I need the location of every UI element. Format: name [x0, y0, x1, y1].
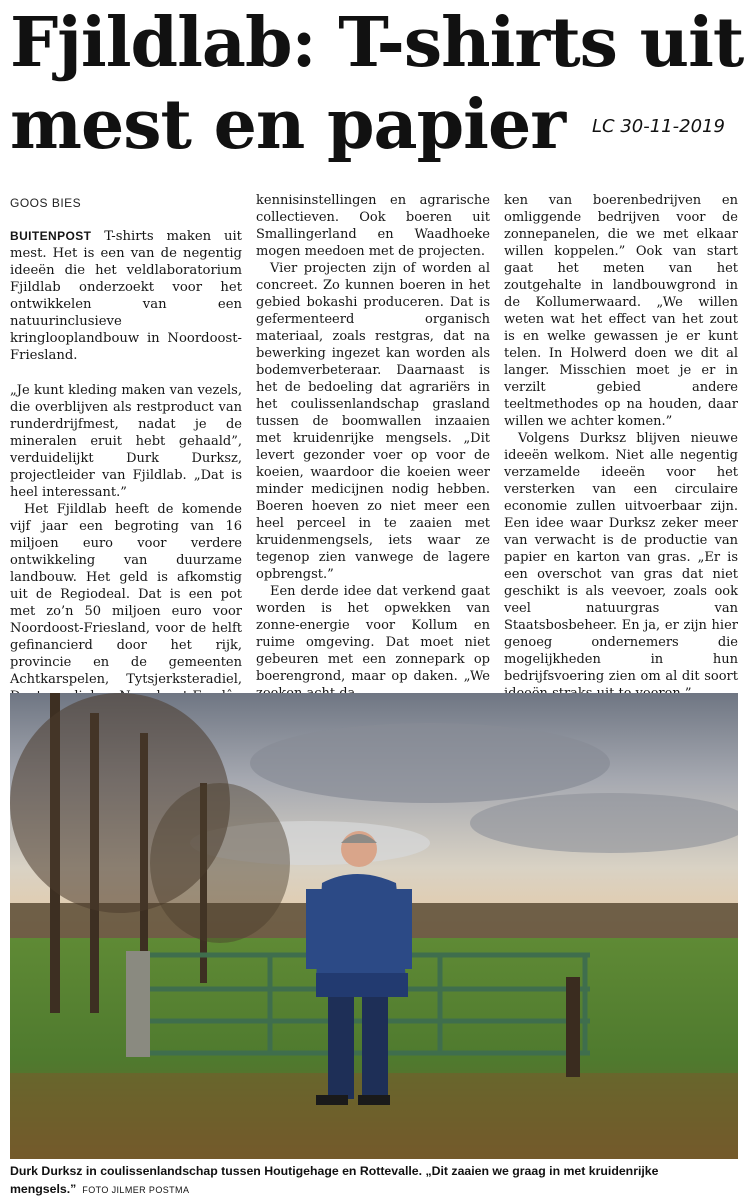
photo-credit: FOTO JILMER POSTMA: [82, 1185, 190, 1195]
column-1: [10, 228, 242, 739]
paragraph: „Je kunt kleding maken van vezels, die overblijven als restproduct van runderdrijfmest, nadat je de mineralen eruit hebt gehaald”, verduidelijkt Durk Durksz, projectleider van Fjildlab. „Dat is heel interessant.”: [10, 383, 242, 500]
headline-line-1: Fjildlab: T-shirts uit: [10, 3, 744, 83]
headline-line-2: mest en papier: [10, 85, 566, 165]
paragraph: Volgens Durksz blijven nieuwe ideeën welkom. Niet alle negentig verzamelde ideeën voor het versterken van een circulaire economie zullen uitvoerbaar zijn. Een idee waar Durksz zeker meer van verwacht is de productie van papier en karton van gras. „Er is een overschot van gras dat niet geschikt is als veevoer, zoals ook veel natuurgras van Staatsbosbeheer. En ja, er zijn hier genoeg ondernemers die mogelijkheden in hun bedrijfsvoering zien om al dit soort: [504, 431, 738, 684]
lead-paragraph: [10, 228, 242, 364]
paragraph: kennisinstellingen en agrarische collectieven. Ook boeren uit Smallingerland en Waadhoeke mogen meedoen met de projecten.: [256, 193, 490, 259]
paragraph: Een derde idee dat verkend gaat worden is het opwekken van zonne-energie voor Kollum en ruime omgeving. Dat moet niet gebeuren met een zonnepark op boerengrond, maar op daken. „We: [256, 584, 490, 684]
cloud: [470, 793, 738, 853]
caption-text: Durk Durksz in coulissenlandschap tussen Houtigehage en Rottevalle. „Dit zaaien we graag in met kruidenrijke mengsels.”: [10, 1164, 659, 1196]
cloud: [250, 723, 610, 803]
column-3: [504, 192, 738, 702]
byline: GOOS BIES: [10, 196, 82, 210]
headline: [10, 2, 745, 166]
column-2: [256, 192, 490, 702]
photo-caption: [10, 1162, 745, 1199]
handwritten-date: LC 30-11-2019: [592, 116, 725, 137]
news-photo: [10, 693, 738, 1159]
paragraph: Vier projecten zijn of worden al concreet. Zo kunnen boeren in het gebied bokashi produceren. Dat is gefermenteerd organisch materiaal, zoals restgras, dat na bewerking ingezet kan worden als bodemverbeteraar. Daarnaast is het de bedoeling dat agrariërs in het coulissenlandschap grasland tussen de boomwallen inzaaien met kruidenrijke mengsels. „Dit levert gezonder voer op voor de koeien, waardoor die koeien weer minder medicijnen nodig hebben. Boeren hoeven zo niet meer een heel perceel in te zaaien met kruidenmengsels, iets waar ze tegenop zien vanwege de lagere opbrengst.”: [256, 261, 490, 582]
paragraph: ken van boerenbedrijven en omliggende bedrijven voor de zonnepanelen, die we met elkaar willen koppelen.” Ook van start gaat het meten van het zoutgehalte in landbouwgrond in de Kollumerwaard. „We willen weten wat het effect van het zout is en welke gewassen je er kunt telen. In Holwerd doen we dit al langer. Misschien moet je er in verzilt gebied andere teeltmethodes op na houden, daar willen we achter komen.”: [504, 193, 738, 429]
dateline: BUITENPOST: [10, 229, 92, 243]
photo-illustration: [10, 693, 738, 1159]
lead-text: T-shirts maken uit mest. Het is een van de negentig ideeën die het veldlaboratorium Fjildlab onderzoekt voor het ontwikkelen van een natuurinclusieve kringlooplandbouw in Noordoost-Friesland.: [10, 229, 242, 363]
paragraph: Het Fjildlab heeft de komende vijf jaar een begroting van 16 miljoen euro voor verdere ontwikkeling van duurzame landbouw. Het geld is afkomstig uit de Regiodeal. Dat is een pot met zo’n 50 miljoen euro voor Noordoost-Friesland, voor de helft gefinancierd door het rijk, provincie en de gemeenten Achtkarspelen, Tytsjerksteradiel,: [10, 502, 242, 687]
